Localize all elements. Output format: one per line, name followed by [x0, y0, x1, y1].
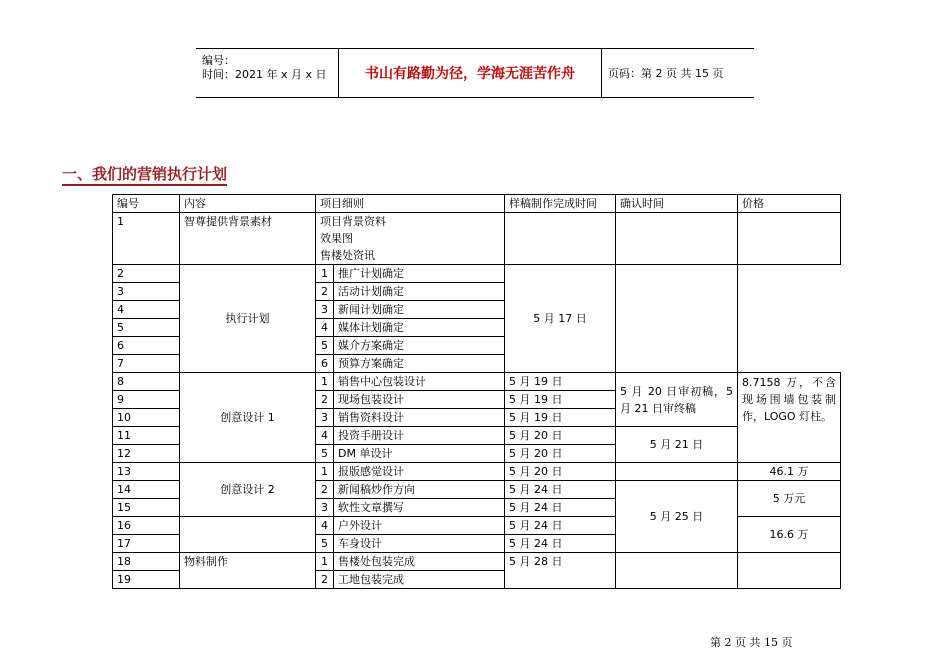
row-sample: 5 月 19 日: [505, 409, 616, 427]
item-number: 3: [316, 499, 334, 517]
page-footer: 第 2 页 共 15 页: [710, 636, 793, 649]
row-id: 9: [113, 391, 180, 409]
table-row: [113, 553, 841, 571]
row-sample: 5 月 20 日: [505, 427, 616, 445]
item-name: 车身设计: [334, 535, 505, 553]
row-price: [616, 265, 738, 373]
item-number: 4: [316, 517, 334, 535]
header-time-label: 时间：2021 年 x 月 x 日: [202, 68, 327, 81]
item-name: 推广计划确定: [334, 265, 505, 283]
row-confirm: [616, 463, 738, 481]
group-price: 8.7158 万，不含现场围墙包装制作，LOGO 灯柱。: [738, 373, 841, 463]
row-id: 19: [113, 571, 180, 589]
group-label: 创意设计 2: [180, 463, 316, 517]
item-number: 2: [316, 571, 334, 589]
item-name: 新闻计划确定: [334, 301, 505, 319]
item-name: 工地包装完成: [334, 571, 505, 589]
detail-line: 效果图: [320, 232, 353, 245]
item-name: 新闻稿炒作方向: [334, 481, 505, 499]
item-number: 1: [316, 373, 334, 391]
detail-line: 项目背景资料: [320, 215, 386, 228]
detail-line: 售楼处资讯: [320, 249, 375, 262]
row-id: 10: [113, 409, 180, 427]
header-cell: 确认时间: [616, 195, 738, 213]
row-id: 17: [113, 535, 180, 553]
row-price: [738, 213, 841, 265]
item-name: 销售资料设计: [334, 409, 505, 427]
header-number-label: 编号：: [202, 54, 235, 67]
table-row: [113, 265, 841, 283]
row-sample: 5 月 19 日: [505, 391, 616, 409]
row-sample: 5 月 24 日: [505, 517, 616, 535]
row-id: 8: [113, 373, 180, 391]
row-id: 18: [113, 553, 180, 571]
table-row: [113, 463, 841, 481]
item-name: 软性文章撰写: [334, 499, 505, 517]
item-number: 2: [316, 391, 334, 409]
header-motto: 书山有路勤为径，学海无涯苦作舟: [365, 66, 575, 82]
group-label: 创意设计 1: [180, 373, 316, 463]
header-cell: 项目细则: [316, 195, 505, 213]
table-header-row: [113, 195, 841, 213]
row-id: 6: [113, 337, 180, 355]
item-number: 1: [316, 265, 334, 283]
item-name: DM 单设计: [334, 445, 505, 463]
row-id: 2: [113, 265, 180, 283]
row-sample: 5 月 24 日: [505, 535, 616, 553]
row-id: 1: [113, 213, 180, 265]
row-id: 5: [113, 319, 180, 337]
item-name: 投资手册设计: [334, 427, 505, 445]
item-number: 5: [316, 337, 334, 355]
item-name: 预算方案确定: [334, 355, 505, 373]
row-sample: 5 月 19 日: [505, 373, 616, 391]
row-price: 46.1 万: [738, 463, 841, 481]
item-number: 1: [316, 553, 334, 571]
row-confirm: [616, 213, 738, 265]
item-name: 活动计划确定: [334, 283, 505, 301]
row-sample: 5 月 24 日: [505, 499, 616, 517]
header-cell: 内容: [180, 195, 316, 213]
item-number: 3: [316, 301, 334, 319]
item-number: 2: [316, 481, 334, 499]
item-number: 1: [316, 463, 334, 481]
row-id: 13: [113, 463, 180, 481]
table-row: [113, 213, 841, 265]
row-sample: 5 月 24 日: [505, 481, 616, 499]
header-page-cell: [602, 49, 754, 97]
group-confirm: 5 月 25 日: [616, 481, 738, 553]
item-number: 4: [316, 427, 334, 445]
row-id: 4: [113, 301, 180, 319]
item-number: 6: [316, 355, 334, 373]
row-content: 智尊提供背景素材: [180, 213, 316, 265]
group-confirm: 5 月 21 日: [616, 427, 738, 463]
table-row: [113, 373, 841, 391]
row-id: 14: [113, 481, 180, 499]
page-header: [196, 48, 754, 98]
item-name: 销售中心包装设计: [334, 373, 505, 391]
item-name: 售楼处包装完成: [334, 553, 505, 571]
header-cell: 编号: [113, 195, 180, 213]
row-sample: 5 月 20 日: [505, 445, 616, 463]
item-name: 户外设计: [334, 517, 505, 535]
item-name: 媒介方案确定: [334, 337, 505, 355]
group-label: 执行计划: [180, 265, 316, 373]
row-price: 5 万元: [738, 481, 841, 517]
marketing-plan-table: [112, 194, 841, 589]
row-details: [316, 213, 505, 265]
row-sample: 5 月 20 日: [505, 463, 616, 481]
item-number: 5: [316, 535, 334, 553]
item-name: 媒体计划确定: [334, 319, 505, 337]
item-number: 5: [316, 445, 334, 463]
row-id: 3: [113, 283, 180, 301]
group-label-empty: [180, 517, 316, 553]
group-confirm: 5 月 17 日: [505, 265, 616, 373]
group-confirm: 5 月 20 日审初稿，5 月 21 日审终稿: [616, 373, 738, 427]
header-cell: 样稿制作完成时间: [505, 195, 616, 213]
header-cell: 价格: [738, 195, 841, 213]
row-id: 12: [113, 445, 180, 463]
row-id: 11: [113, 427, 180, 445]
item-number: 3: [316, 409, 334, 427]
header-page-label: 页码：第 2 页 共 15 页: [608, 67, 724, 80]
item-number: 2: [316, 283, 334, 301]
header-meta-cell: [196, 49, 339, 97]
row-confirm: [616, 553, 738, 589]
header-motto-cell: [339, 49, 602, 97]
item-name: 报版感觉设计: [334, 463, 505, 481]
row-id: 7: [113, 355, 180, 373]
row-price: 16.6 万: [738, 517, 841, 553]
row-id: 15: [113, 499, 180, 517]
row-price: [738, 553, 841, 589]
item-name: 现场包装设计: [334, 391, 505, 409]
section-title: 一、我们的营销执行计划: [62, 165, 227, 186]
group-sample: 5 月 28 日: [505, 553, 616, 589]
item-number: 4: [316, 319, 334, 337]
group-label: 物料制作: [180, 553, 316, 589]
row-id: 16: [113, 517, 180, 535]
row-sample: [505, 213, 616, 265]
